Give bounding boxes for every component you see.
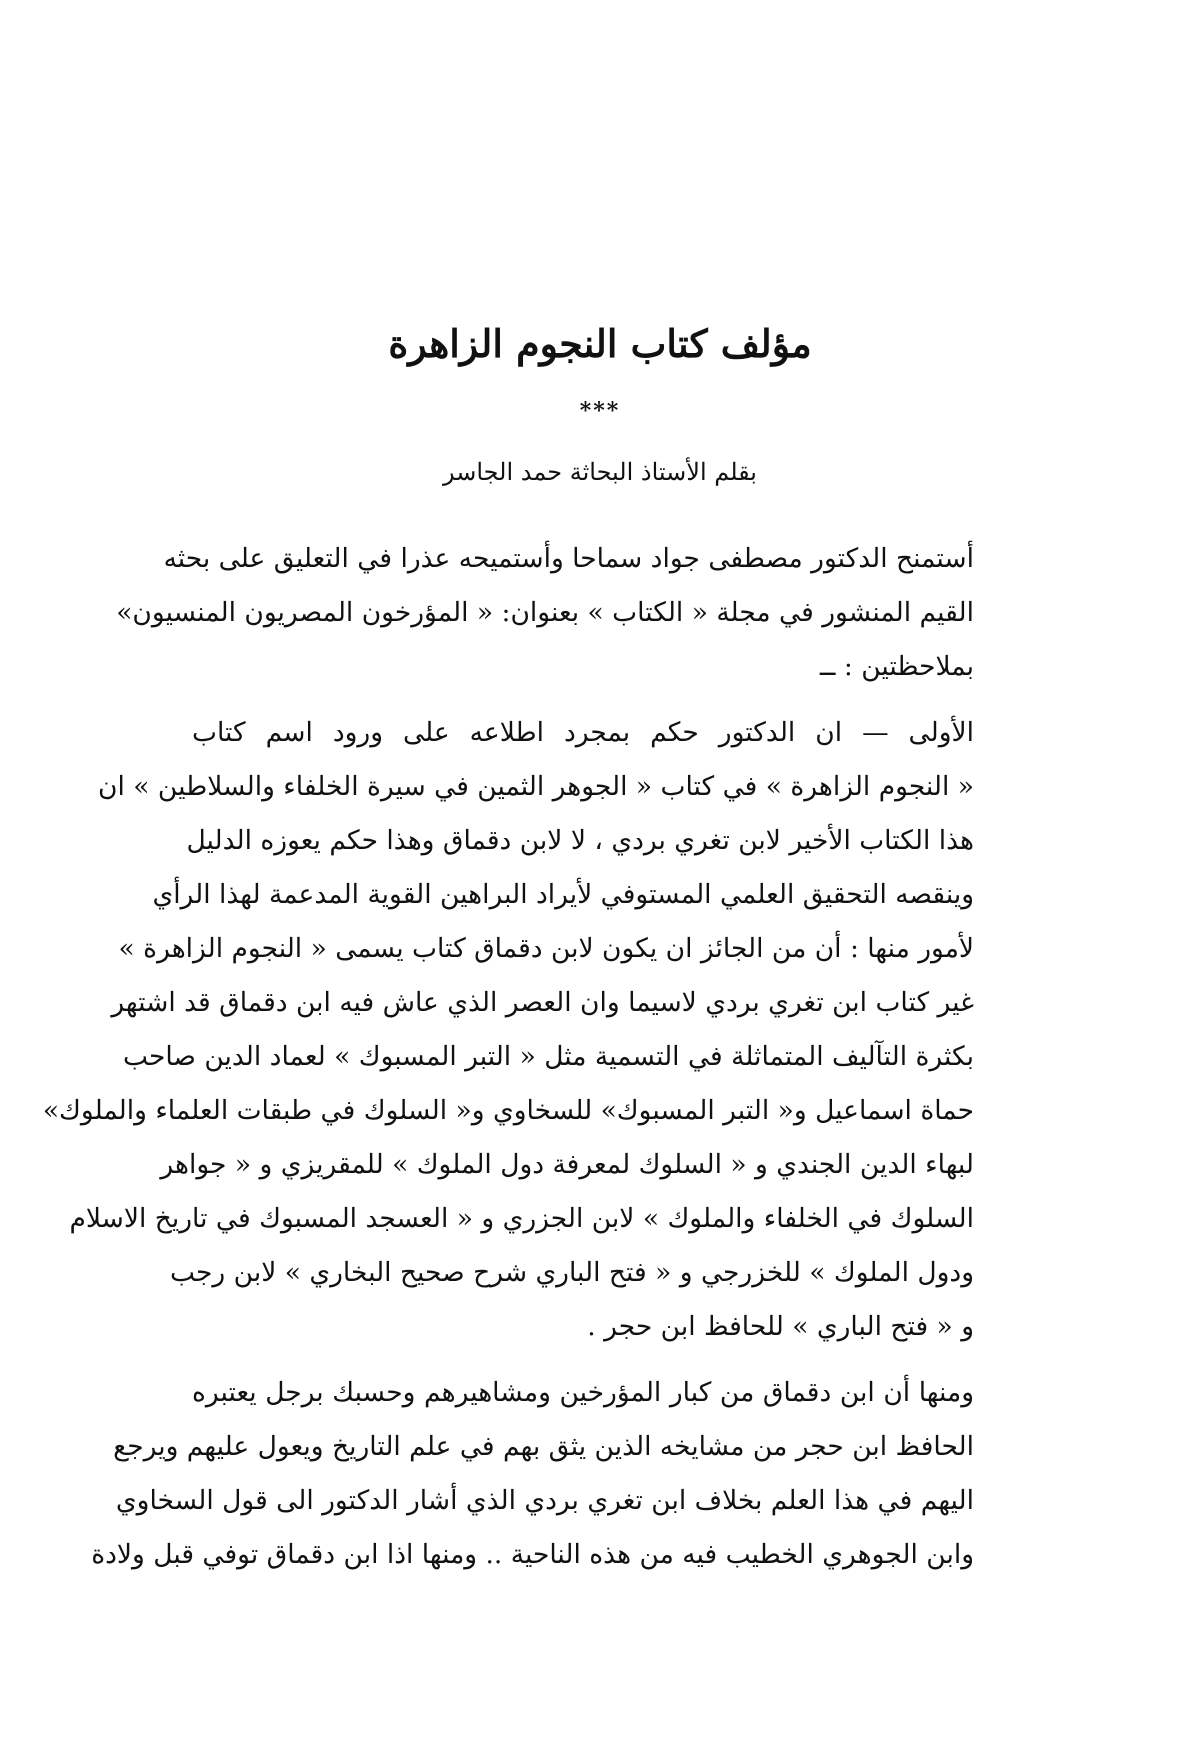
text-line: حماة اسماعيل و« التبر المسبوك» للسخاوي و« السلوك في طبقات العلماء والملوك» xyxy=(42,1095,974,1126)
text-line: ومنها أن ابن دقماق من كبار المؤرخين ومشاهيرهم وحسبك برجل يعتبره xyxy=(192,1377,974,1408)
text-line: بملاحظتين : ــ xyxy=(819,651,974,682)
paragraph-gap xyxy=(192,694,974,706)
text-line: بكثرة التآليف المتماثلة في التسمية مثل « التبر المسبوك » لعماد الدين صاحب xyxy=(122,1041,974,1072)
text-line: القيم المنشور في مجلة « الكتاب » بعنوان: « المؤرخون المصريون المنسيون» xyxy=(116,597,974,628)
text-line: و « فتح الباري » للحافظ ابن حجر . xyxy=(587,1311,974,1342)
paragraph xyxy=(42,706,974,1354)
article-body xyxy=(42,532,974,1582)
text-line: ودول الملوك » للخزرجي و « فتح الباري شرح صحيح البخاري » لابن رجب xyxy=(170,1257,974,1288)
text-line: هذا الكتاب الأخير لابن تغري بردي ، لا لابن دقماق وهذا حكم يعوزه الدليل xyxy=(186,825,974,856)
article-title: مؤلف كتاب النجوم الزاهرة xyxy=(388,321,812,366)
text-line: وابن الجوهري الخطيب فيه من هذه الناحية .. ومنها اذا ابن دقماق توفي قبل ولادة xyxy=(91,1539,974,1570)
paragraph-gap xyxy=(192,1354,974,1366)
text-line: لبهاء الدين الجندي و « السلوك لمعرفة دول الملوك » للمقريزي و « جواهر xyxy=(160,1149,974,1180)
paragraph xyxy=(91,1366,974,1582)
text-line: السلوك في الخلفاء والملوك » لابن الجزري و « العسجد المسبوك في تاريخ الاسلام xyxy=(69,1203,974,1234)
text-line: الحافظ ابن حجر من مشايخه الذين يثق بهم في علم التاريخ ويعول عليهم ويرجع xyxy=(113,1431,974,1462)
paragraph xyxy=(116,532,974,694)
separator-stars: *** xyxy=(579,398,621,424)
text-line: وينقصه التحقيق العلمي المستوفي لأيراد البراهين القوية المدعمة لهذا الرأي xyxy=(152,879,974,910)
text-line: غير كتاب ابن تغري بردي لاسيما وان العصر الذي عاش فيه ابن دقماق قد اشتهر xyxy=(111,987,974,1018)
text-line: الأولى — ان الدكتور حكم بمجرد اطلاعه على ورود اسم كتاب xyxy=(192,717,974,748)
text-line: أستمنح الدكتور مصطفى جواد سماحا وأستميحه عذرا في التعليق على بحثه xyxy=(163,543,974,574)
text-line: لأمور منها : أن من الجائز ان يكون لابن دقماق كتاب يسمى « النجوم الزاهرة » xyxy=(118,933,974,964)
text-line: اليهم في هذا العلم بخلاف ابن تغري بردي الذي أشار الدكتور الى قول السخاوي xyxy=(115,1485,974,1516)
text-line: « النجوم الزاهرة » في كتاب « الجوهر الثمين في سيرة الخلفاء والسلاطين » ان xyxy=(98,771,974,802)
author-byline: بقلم الأستاذ البحاثة حمد الجاسر xyxy=(443,458,757,486)
